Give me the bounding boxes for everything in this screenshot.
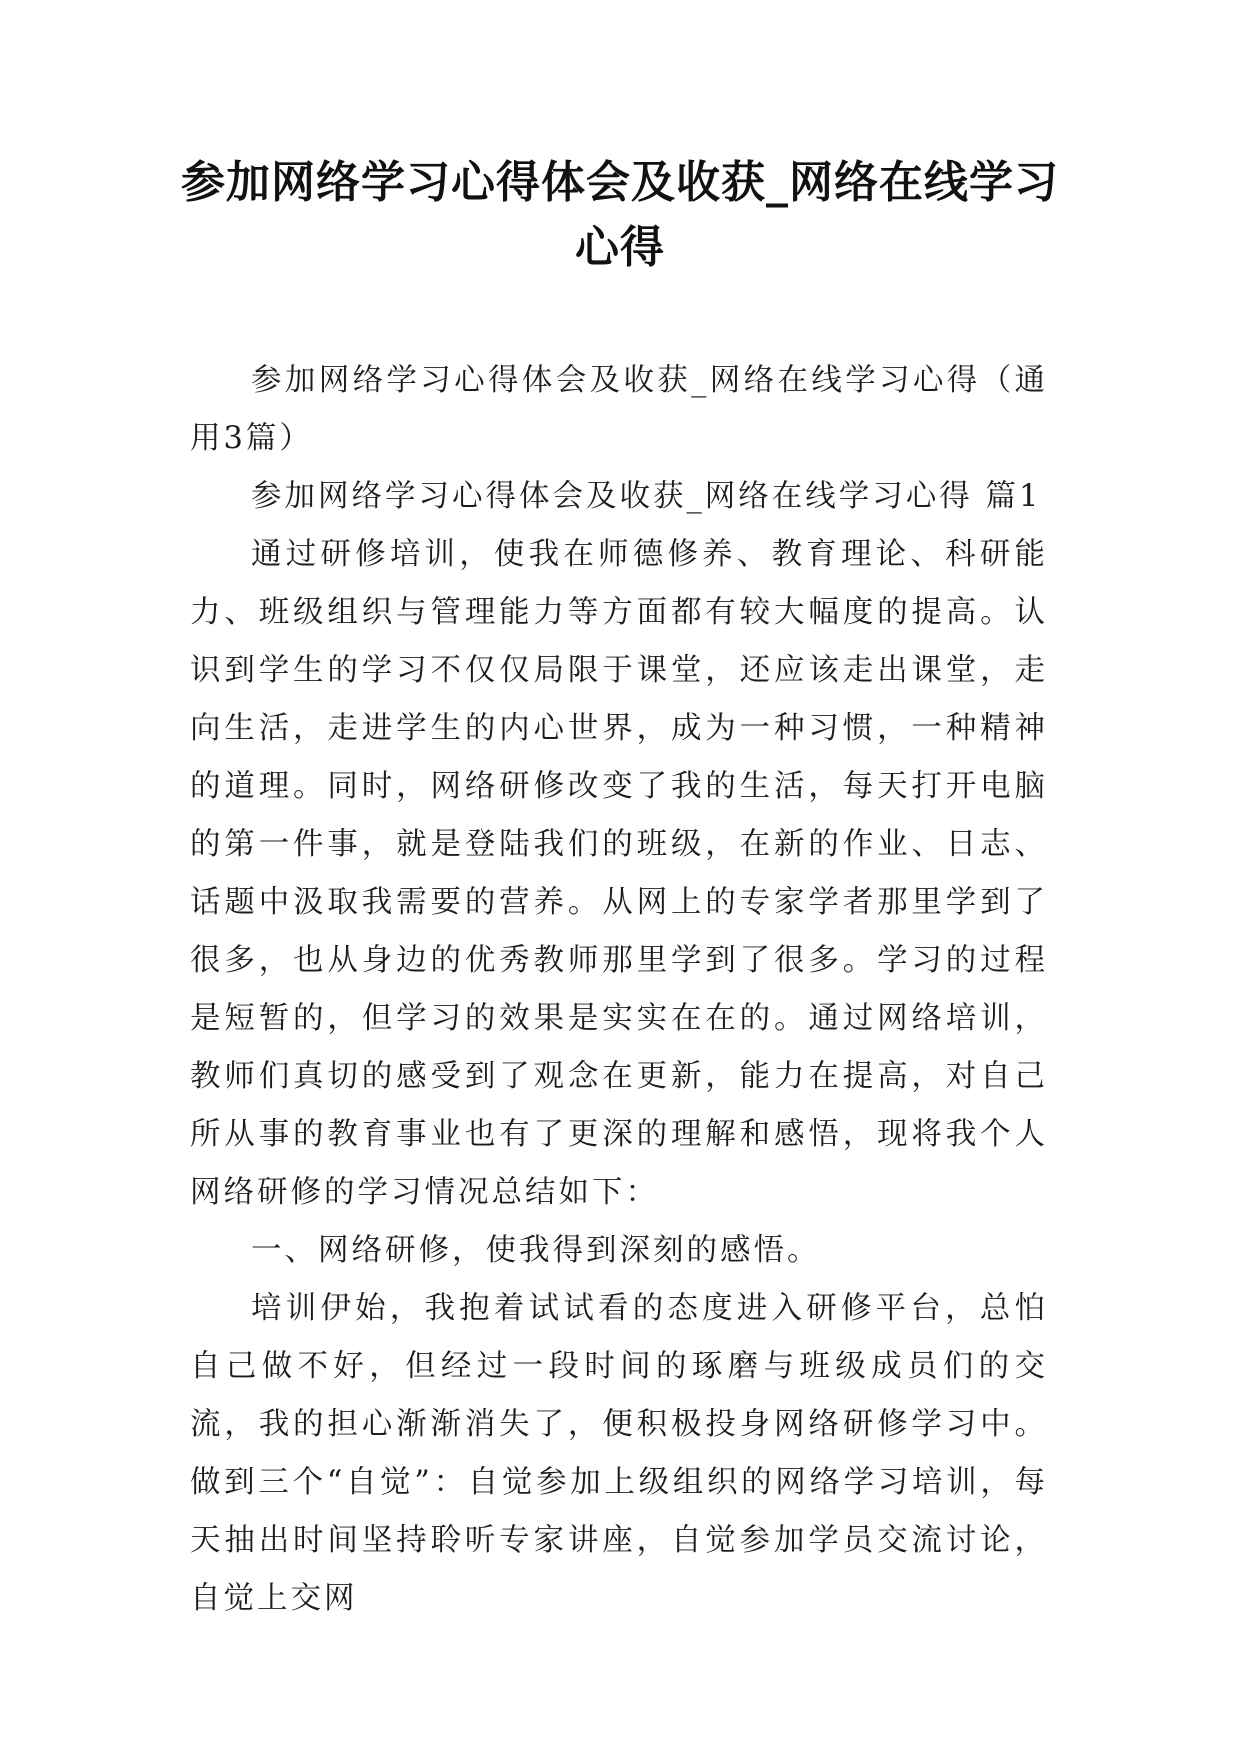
document-body — [190, 352, 1048, 1628]
paragraph-point-one-body: 培训伊始，我抱着试试看的态度进入研修平台，总怕自己做不好，但经过一段时间的琢磨与班级成员们的交流，我的担心渐渐消失了，便积极投身网络研修学习中。做到三个“自觉”：自觉参加上级组织的网络学习培训，每天抽出时间坚持聆听专家讲座，自觉参加学员交流讨论，自觉上交网 — [190, 1291, 1048, 1616]
paragraph-intro: 通过研修培训，使我在师德修养、教育理论、科研能力、班级组织与管理能力等方面都有较大幅度的提高。认识到学生的学习不仅仅局限于课堂，还应该走出课堂，走向生活，走进学生的内心世界，成为一种习惯，一种精神的道理。同时，网络研修改变了我的生活，每天打开电脑的第一件事，就是登陆我们的班级，在新的作业、日志、话题中汲取我需要的营养。从网上的专家学者那里学到了很多，也从身边的优秀教师那里学到了很多。学习的过程是短暂的，但学习的效果是实实在在的。通过网络培训，教师们真切的感受到了观念在更新，能力在提高，对自己所从事的教育事业也有了更深的理解和感悟，现将我个人网络研修的学习情况总结如下： — [190, 537, 1048, 1210]
document-title: 参加网络学习心得体会及收获_网络在线学习心得 — [181, 157, 1059, 273]
paragraph-subtitle: 参加网络学习心得体会及收获_网络在线学习心得（通用3篇） — [190, 363, 1048, 456]
paragraph-point-one-heading: 一、网络研修，使我得到深刻的感悟。 — [251, 1233, 821, 1268]
paragraph-section-heading: 参加网络学习心得体会及收获_网络在线学习心得 篇1 — [251, 479, 1042, 514]
